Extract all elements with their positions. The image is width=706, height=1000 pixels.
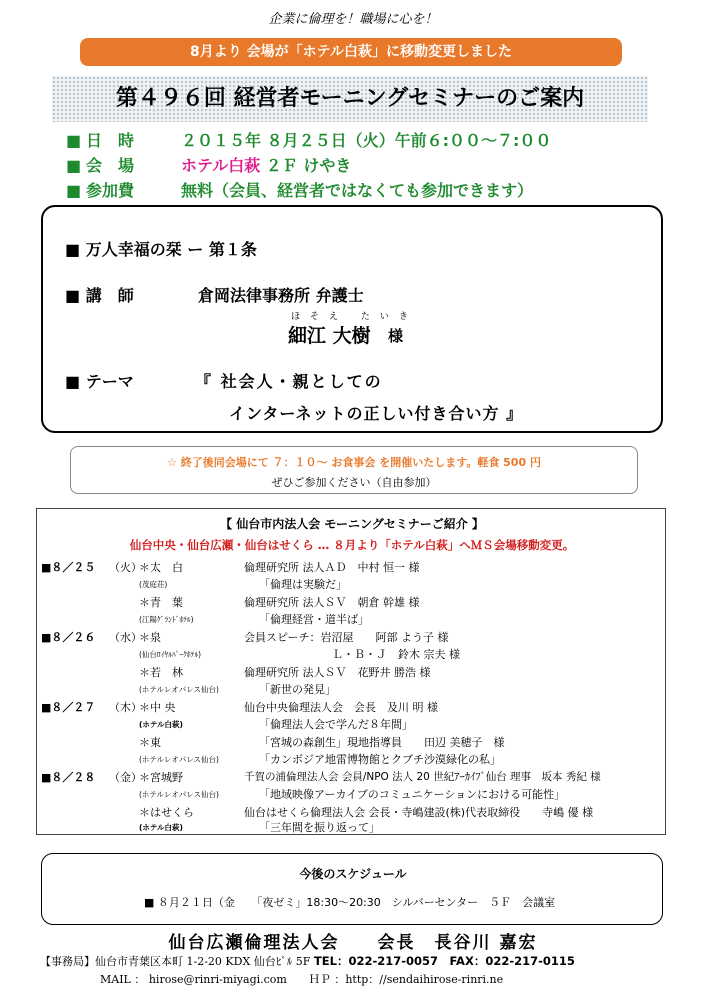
date-label: 日 時 [86, 131, 135, 150]
venue-change-banner: 8月より 会場が「ホテル白萩」に移動変更しました [80, 38, 622, 66]
table-row [37, 559, 667, 575]
row-speaker: 倫理研究所 法人ＳＶ 花野井 勝浩 様 [244, 666, 431, 679]
row-venue: ＊若 林 [139, 666, 183, 679]
row-venue-place: (茂庭荘) [139, 580, 168, 589]
row-venue-place: (ホテルレオパレス仙台) [139, 755, 219, 764]
table-row [37, 681, 667, 697]
row-talk: 「新世の発見」 [259, 683, 336, 696]
speaker-name: 細江 大樹 [288, 325, 371, 347]
table-row [37, 751, 667, 767]
table-row [37, 629, 667, 645]
table-row [37, 734, 667, 750]
theme-line-1: 『 社会人・親としての [195, 372, 383, 391]
schedule-box [41, 853, 663, 925]
row-speaker: 仙台はせくら倫理法人会 会長・寺嶋建設(株)代表取締役 寺嶋 優 様 [244, 806, 594, 819]
row-venue: ＊はせくら [139, 806, 194, 819]
row-venue: ＊太 白 [139, 561, 183, 574]
row-venue-place: (ホテル白萩) [139, 823, 183, 832]
table-row [37, 576, 667, 592]
row-speaker: 倫理研究所 法人ＳＶ 朝倉 幹雄 様 [244, 596, 420, 609]
row-talk: 「カンボジア地雷博物館とクブチ沙漠緑化の私」 [259, 753, 501, 766]
row-venue: ＊宮城野 [139, 771, 183, 784]
row-venue-place: (ホテルレオパレス仙台) [139, 685, 219, 694]
seminar-details-box [41, 205, 663, 433]
speaker-org: 倉岡法律事務所 弁護士 [198, 286, 364, 305]
row-talk: 「三年間を振り返って」 [259, 821, 380, 834]
row-speaker: 千賀の浦倫理法人会 会員/NPO 法人 20 世紀ｱｰｶｲﾌﾞ仙台 理事 坂本 秀紀 様 [244, 771, 601, 783]
bullet-icon: ■ [66, 131, 82, 150]
table-row [37, 594, 667, 610]
row-venue: ＊青 葉 [139, 596, 183, 609]
row-date: ■８／２５ [41, 561, 96, 574]
bullet-icon: ■ [66, 181, 82, 200]
row-talk: 「倫理法人会で学んだ８年間」 [259, 718, 413, 731]
table-row [37, 786, 667, 802]
row-dow: （木） [109, 701, 142, 714]
dinner-notice-line-2: ぜひご参加ください（自由参加） [271, 476, 437, 489]
row-speaker: 会員スピーチ：岩沼屋 阿部 よう子 様 [244, 631, 449, 644]
fee-value: 無料（会員、経営者ではなくても参加できます） [181, 181, 534, 200]
table-row [37, 646, 667, 662]
date-value: ２０１５年 ８月２５日（火）午前６:００～７:００ [181, 131, 552, 150]
row-date: ■８／２７ [41, 701, 96, 714]
fee-label: 参加費 [86, 181, 135, 200]
theme-line-2: インターネットの正しい付き合い方 』 [229, 404, 524, 423]
row-venue: ＊東 [139, 736, 161, 749]
venue-label: 会 場 [86, 156, 135, 175]
info-fee [66, 178, 533, 201]
row-speaker: Ｌ・Ｂ・Ｊ 鈴木 宗夫 様 [244, 648, 460, 661]
article-heading: ■ 万人幸福の栞 ー 第１条 [65, 240, 257, 259]
row-venue-place: (江陽ｸﾞﾗﾝﾄﾞﾎﾃﾙ) [139, 615, 194, 624]
row-speaker: 倫理研究所 法人ＡＤ 中村 恒一 様 [244, 561, 420, 574]
dinner-notice [70, 446, 638, 494]
row-date: ■８／２８ [41, 771, 96, 784]
table-row [37, 664, 667, 680]
office-location: 【事務局】仙台市青葉区本町 1-2-20 KDX 仙台ﾋﾞﾙ 5F [40, 955, 311, 968]
row-dow: （火） [109, 561, 142, 574]
row-dow: （水） [109, 631, 142, 644]
table-row [37, 820, 667, 836]
speaker-kana: ほそえ たいき [291, 312, 418, 322]
intro-subtitle: 仙台中央・仙台広瀬・仙台はせくら … ８月より「ホテル白萩」へＭＳ会場移動変更。 [129, 538, 575, 552]
row-talk: 「地域映像アーカイブのコミュニケーションにおける可能性」 [259, 788, 566, 801]
info-venue [66, 153, 351, 176]
table-row [37, 769, 667, 785]
table-row [37, 804, 667, 820]
row-venue: ＊泉 [139, 631, 161, 644]
row-date: ■８／２６ [41, 631, 96, 644]
venue-room: ２Ｆ けやき [260, 156, 352, 175]
page-title: 第４９６回 経営者モーニングセミナーのご案内 [52, 76, 648, 122]
contact-phone-fax: TEL：022-217-0057 FAX：022-217-0115 [313, 954, 575, 968]
intro-title: 【 仙台市内法人会 モーニングセミナーご紹介 】 [220, 517, 484, 531]
row-venue-place: (ホテルレオパレス仙台) [139, 790, 219, 799]
theme-label: ■ テーマ [65, 372, 134, 391]
speaker-label: ■ 講 師 [65, 286, 134, 305]
dinner-notice-line-1: ☆ 終了後同会場にて ７：１０～ お食事会 を開催いたします。軽食 500 円 [167, 456, 541, 469]
speaker-suffix: 様 [388, 327, 404, 345]
contact-mail-web: MAIL ： hirose@rinri-miyagi.com ＨＰ ：http：//sendaihirose-rinri.ne [100, 973, 504, 986]
row-venue-place: (仙台ﾛｲﾔﾙﾊﾟｰｸﾎﾃﾙ) [139, 650, 202, 659]
row-talk: 「倫理は実験だ」 [259, 578, 347, 591]
table-row [37, 716, 667, 732]
bullet-icon: ■ [66, 156, 82, 175]
schedule-title: 今後のスケジュール [299, 867, 407, 881]
row-speaker: 仙台中央倫理法人会 会長 及川 明 様 [244, 701, 438, 714]
schedule-item: ■ ８月２１日（金 「夜ゼミ」18:30～20:30 シルバーセンター ５Ｆ 会議室 [144, 896, 556, 909]
row-venue: ＊中 央 [139, 701, 176, 714]
table-row [37, 611, 667, 627]
row-dow: （金） [109, 771, 142, 784]
organization-name: 仙台広瀬倫理法人会 会長 長谷川 嘉宏 [168, 933, 538, 953]
table-row [37, 699, 667, 715]
slogan: 企業に倫理を！職場に心を！ [268, 12, 438, 27]
row-venue-place: (ホテル白萩) [139, 720, 183, 729]
intro-box [36, 508, 666, 835]
venue-name: ホテル白萩 [181, 156, 261, 175]
info-date [66, 128, 551, 151]
row-talk: 「宮城の森創生」現地指導員 田辺 美穂子 様 [259, 736, 505, 749]
office-address [40, 953, 575, 969]
row-talk: 「倫理経営・道半ば」 [259, 613, 369, 626]
